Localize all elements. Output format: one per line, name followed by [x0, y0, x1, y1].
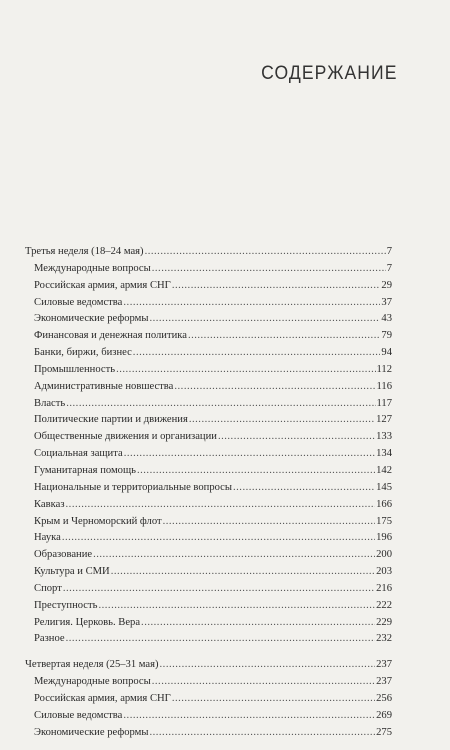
toc-page-number: 127 [376, 414, 392, 426]
toc-entry [0, 615, 450, 632]
toc-entry-label: Социальная защита [34, 448, 123, 460]
toc-entry-label: Промышленность [34, 363, 116, 375]
toc-entry-label: Экономические реформы [34, 313, 149, 325]
dot-leader [66, 497, 376, 514]
dot-leader [233, 480, 375, 497]
toc-page-number: 232 [376, 633, 392, 645]
toc-entry-label: Общественные движения и организации [34, 431, 217, 443]
toc-entry-label: Политические партии и движения [34, 414, 188, 426]
toc-page-number: 216 [376, 582, 392, 594]
toc-page-number: 7 [386, 262, 392, 274]
toc-entry-label: Третья неделя (18–24 мая) [25, 246, 144, 257]
dot-leader [141, 615, 375, 632]
toc-entry-label: Кавказ [34, 498, 65, 510]
dot-leader [133, 345, 381, 362]
toc-entry [0, 514, 450, 531]
toc-entry [0, 429, 450, 446]
toc-entry [0, 581, 450, 598]
toc-page-number: 145 [376, 481, 392, 493]
toc-page-number: 237 [376, 659, 392, 671]
toc-page-number: 7 [386, 246, 392, 257]
dot-leader [160, 657, 376, 674]
dot-leader [145, 244, 386, 261]
dot-leader [163, 514, 376, 531]
toc-entry [0, 725, 450, 742]
toc-page-number: 175 [376, 515, 392, 527]
toc-page-number: 237 [376, 676, 392, 688]
toc-page-number: 94 [381, 347, 392, 359]
toc-entry [0, 564, 450, 581]
toc-entry-label: Международные вопросы [34, 676, 151, 688]
toc-page-number: 166 [376, 498, 392, 510]
dot-leader [66, 396, 375, 413]
dot-leader [66, 631, 376, 648]
dot-leader [116, 362, 375, 379]
toc-entry [0, 691, 450, 708]
dot-leader [63, 581, 375, 598]
toc-entry-label: Крым и Черноморский флот [34, 515, 162, 527]
toc-page-number: 200 [376, 549, 392, 561]
toc-entry-label: Финансовая и денежная политика [34, 330, 187, 342]
toc-entry-label: Образование [34, 549, 93, 561]
dot-leader [123, 295, 380, 312]
toc-entry [0, 396, 450, 413]
toc-page-number: 275 [376, 726, 392, 738]
dot-leader [188, 328, 380, 345]
toc-page-number: 112 [376, 363, 392, 375]
dot-leader [124, 446, 375, 463]
toc-page-number: 133 [376, 431, 392, 443]
page-title: СОДЕРЖАНИЕ [261, 62, 398, 84]
toc-section [0, 244, 450, 648]
dot-leader [111, 564, 375, 581]
toc-entry [0, 446, 450, 463]
toc-entry-label: Религия. Церковь. Вера [34, 616, 141, 628]
toc-entry [0, 674, 450, 691]
toc-entry [0, 278, 450, 295]
toc-page-number: 256 [376, 692, 392, 704]
dot-leader [98, 598, 375, 615]
toc-entry [0, 311, 450, 328]
dot-leader [172, 691, 375, 708]
toc-entry-label: Административные новшества [34, 380, 174, 392]
toc-entry [0, 379, 450, 396]
toc-entry [0, 345, 450, 362]
toc-entry [0, 412, 450, 429]
dot-leader [62, 530, 375, 547]
toc-entry-label: Силовые ведомства [34, 709, 123, 721]
toc-entry [0, 261, 450, 278]
dot-leader [172, 278, 381, 295]
toc-page-number: 229 [376, 616, 392, 628]
toc-section [0, 657, 450, 741]
dot-leader [149, 311, 380, 328]
dot-leader [123, 708, 375, 725]
toc-page-number: 79 [381, 330, 392, 342]
toc-page-number: 134 [376, 448, 392, 460]
toc-entry-label: Преступность [34, 599, 98, 611]
toc-page-number: 37 [381, 296, 392, 308]
toc-entry-label: Власть [34, 397, 66, 409]
toc-entry [0, 547, 450, 564]
toc-entry-label: Банки, биржи, бизнес [34, 347, 132, 359]
dot-leader [152, 261, 386, 278]
toc-entry [0, 530, 450, 547]
toc-entry [0, 463, 450, 480]
dot-leader [93, 547, 375, 564]
toc-entry-label: Наука [34, 532, 61, 544]
toc-entry [0, 497, 450, 514]
toc-section-heading [0, 244, 450, 261]
toc-entry-label: Международные вопросы [34, 262, 151, 274]
dot-leader [152, 674, 375, 691]
toc-entry-label: Экономические реформы [34, 726, 149, 738]
dot-leader [218, 429, 375, 446]
toc-page-number: 196 [376, 532, 392, 544]
toc-entry-label: Спорт [34, 582, 62, 594]
dot-leader [189, 412, 375, 429]
toc-page-number: 43 [381, 313, 392, 325]
toc-page-number: 222 [376, 599, 392, 611]
toc-entry-label: Разное [34, 633, 65, 645]
toc-entry-label: Российская армия, армия СНГ [34, 279, 171, 291]
toc-entry [0, 708, 450, 725]
toc-entry-label: Культура и СМИ [34, 566, 110, 578]
toc-page-number: 142 [376, 464, 392, 476]
toc-entry-label: Национальные и территориальные вопросы [34, 481, 232, 493]
toc-page-number: 29 [381, 279, 392, 291]
toc-entry [0, 631, 450, 648]
toc-page-number: 269 [376, 709, 392, 721]
toc-page-number: 116 [376, 380, 392, 392]
toc-page-number: 203 [376, 566, 392, 578]
toc-entry-label: Силовые ведомства [34, 296, 123, 308]
toc-entry-label: Четвертая неделя (25–31 мая) [25, 659, 159, 671]
dot-leader [137, 463, 375, 480]
dot-leader [149, 725, 375, 742]
toc-entry [0, 598, 450, 615]
toc-page-number: 117 [376, 397, 392, 409]
toc-entry [0, 328, 450, 345]
toc-entry-label: Гуманитарная помощь [34, 464, 136, 476]
toc-section-heading [0, 657, 450, 674]
dot-leader [174, 379, 375, 396]
table-of-contents [0, 244, 450, 750]
toc-entry [0, 480, 450, 497]
toc-entry [0, 362, 450, 379]
toc-entry [0, 295, 450, 312]
toc-entry-label: Российская армия, армия СНГ [34, 692, 171, 704]
